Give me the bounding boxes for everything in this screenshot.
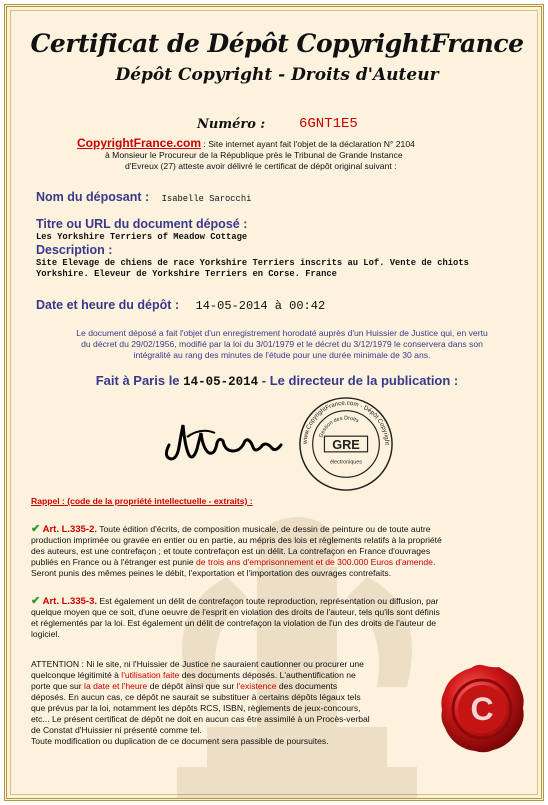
document-value: Les Yorkshire Terriers of Meadow Cottage: [36, 232, 248, 242]
stamp-bottom-text: électroniques: [330, 459, 362, 466]
article-1-title: Art. L.335-2.: [42, 524, 97, 535]
article-2-line-2: quelque moyen que ce soit, d'une oeuvre de l'esprit en violation des droits de l'auteur, tels qu'ils sont définis: [31, 607, 440, 617]
description-line-2: Yorkshire. Eleveur de Yorkshire Terriers en Corse. France: [36, 269, 337, 279]
deposant-value: Isabelle Sarocchi: [161, 194, 252, 204]
depot-date-row: [36, 296, 325, 314]
article-2-line-1: Est également un délit de contrefaçon toute reproduction, représentation ou diffusion, par: [97, 596, 439, 606]
copyrightfrance-link[interactable]: CopyrightFrance.com: [77, 136, 202, 150]
fait-prefix: Fait à Paris le: [95, 373, 184, 388]
attention-line-2b: des documents déposés. L'authentification ne: [179, 670, 356, 680]
article-1-line-4a: publiés en France ou à l'étranger est punie: [31, 557, 197, 567]
attention-line-1: ATTENTION : Ni le site, ni l'Huissier de Justice ne sauraient cautionner ou procurer une: [31, 659, 364, 669]
article-2-line-4: logiciel.: [31, 629, 60, 639]
article-1-line-3: des auteurs, est une contrefaçon ; et toute contrefaçon est un délit. La contrefaçon en France d'ouvrages: [31, 546, 431, 556]
article-1-line-5: Seront punis des mêmes peines le débit, l'exportation et l'importation des ouvrages contrefaits.: [31, 568, 392, 578]
attention-line-3b: de dépôt ainsi que sur: [147, 681, 237, 691]
attention-line-3c: des documents: [276, 681, 338, 691]
attention-utilisation: l'utilisation faite: [121, 670, 180, 680]
fait-suffix: - Le directeur de la publication :: [258, 373, 459, 388]
description-line-1: Site Elevage de chiens de race Yorkshire Terriers inscrits au Lof. Vente de chiots: [36, 258, 469, 268]
document-label: Titre ou URL du document déposé :: [36, 217, 248, 231]
wax-seal-icon: [437, 662, 527, 757]
article-2-title: Art. L.335-3.: [42, 596, 97, 607]
certificate: [4, 4, 544, 801]
article-l335-2: [31, 524, 529, 579]
attention-line-3a: porte que sur: [31, 681, 85, 691]
attention-line-8: Toute modification ou duplication de ce document sera passible de poursuites.: [31, 736, 329, 746]
article-1-line-1: Toute édition d'écrits, de composition musicale, de dessin de peinture ou de toute autre: [97, 524, 431, 534]
numero-label: Numéro :: [197, 117, 266, 132]
legal-line-2: du décret du 29/02/1956, modifié par la loi du 3/01/1979 et le décret du 3/12/1979 le conservera dans son: [81, 339, 483, 349]
deposant-row: [36, 188, 251, 206]
deposant-label: Nom du déposant :: [36, 190, 150, 204]
depot-date-value: 14-05-2014 à 00:42: [195, 299, 326, 313]
check-icon: ✔: [31, 595, 41, 607]
attention-existence: l'existence: [236, 681, 277, 691]
seal-symbol: C: [470, 691, 494, 727]
attention-line-6: etc... Le présent certificat de dépôt ne doit en aucun cas être assimilé à un Procès-verbal: [31, 714, 370, 724]
attention-line-5: que prévus par la loi, notamment les dépôts RCS, ISBN, règlements de jeux-concours,: [31, 703, 361, 713]
stamp-outer-text: www.CopyrightFrance.com - Dépôt Copyright: [301, 399, 391, 445]
certificate-title: Certificat de Dépôt CopyrightFrance: [30, 29, 524, 58]
article-1-line-2: production imprimée ou gravée en entier ou en partie, au mépris des lois et règlements relatifs à la propriété: [31, 535, 442, 545]
legal-notice: [37, 328, 527, 361]
certificate-subtitle: Dépôt Copyright - Droits d'Auteur: [115, 65, 439, 85]
attention-line-4: déposés. En aucun cas, ce dépôt ne saurait se substituer à certains dépôts légaux tels: [31, 692, 361, 702]
legal-line-1: Le document déposé a fait l'objet d'un enregistrement horodaté auprès d'un Huissier de Justice qui, en vertu: [76, 328, 488, 338]
stamp-center-text: GRE: [332, 436, 360, 452]
site-declaration: [77, 138, 527, 172]
description-value: [36, 258, 536, 280]
check-icon: ✔: [31, 523, 41, 535]
article-1-line-4b: .: [432, 557, 436, 567]
attention-line-2a: quelconque légitimité à: [31, 670, 122, 680]
stamp-top-text: Gestion des Droits: [318, 415, 360, 439]
signature-icon: [157, 407, 307, 467]
article-2-line-3: et réglementés par la loi. Est également un délit de contrefaçon la violation de l'un des droits de l'auteur de: [31, 618, 437, 628]
attention-date-heure: la date et l'heure: [84, 681, 148, 691]
attention-line-7: de Constat d'Huissier ni présenté comme tel.: [31, 725, 202, 735]
legal-line-3: intégralité au rang des minutes de l'étude pour une durée minimale de 30 ans.: [133, 350, 431, 360]
depot-date-label: Date et heure du dépôt :: [36, 298, 180, 312]
site-line-1: : Site internet ayant fait l'objet de la déclaration N° 2104: [201, 139, 415, 149]
attention-notice: [31, 659, 421, 747]
rappel-heading: Rappel : (code de la propriété intellectuelle - extraits) :: [31, 496, 253, 506]
site-line-2: à Monsieur le Procureur de la République près le Tribunal de Grande Instance: [105, 150, 403, 160]
gre-stamp-icon: [297, 395, 395, 493]
fait-line: [7, 373, 544, 389]
site-line-3: d'Evreux (27) atteste avoir délivré le certificat de dépôt original suivant :: [125, 161, 397, 171]
article-l335-3: [31, 596, 529, 640]
article-1-penalty: de trois ans d'emprisonnement et de 300.000 Euros d'amende: [196, 557, 433, 567]
fait-date: 14-05-2014: [183, 375, 259, 389]
description-label: Description :: [36, 243, 113, 257]
numero-value: 6GNT1E5: [299, 116, 358, 132]
